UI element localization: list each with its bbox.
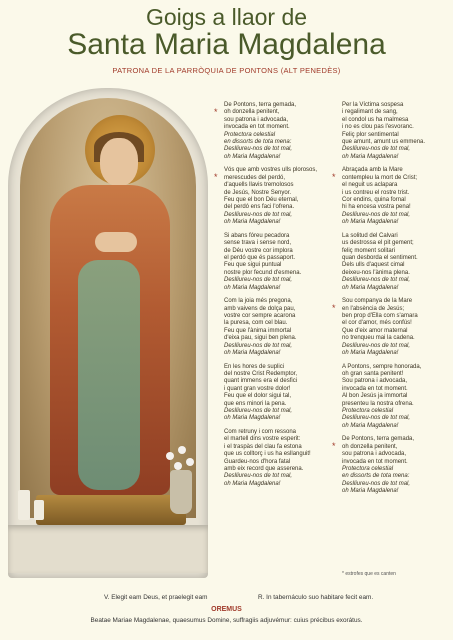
footnote: * estrofes que es canten (342, 571, 396, 577)
verse-line: Que d'eix amor maternal (342, 327, 408, 334)
verse-line: quant immens era el desfici (224, 378, 298, 385)
flower (178, 446, 186, 454)
refrain-line: Deslliureu-nos de tot mal, (342, 277, 411, 284)
statue-hands (95, 232, 137, 252)
refrain-line: oh Maria Magdalena! (224, 480, 281, 487)
verse-line: oh gran santa penitent! (342, 371, 404, 377)
verse-line: oh donzella penitent, (224, 109, 280, 116)
verse-line: i us contreu el rostre trist. (342, 189, 410, 196)
oremus-heading: OREMUS (211, 606, 242, 613)
stanza (224, 298, 297, 357)
star-marker: * (214, 107, 218, 117)
flower (186, 458, 194, 466)
stanza (332, 436, 415, 495)
verse-line: Per la Víctima sospesa (342, 102, 404, 108)
verse-line: invocada en tot moment. (342, 385, 408, 392)
stanza (214, 167, 318, 226)
verse-line: no trenqueu mai la cadena. (342, 335, 415, 342)
verse-line: invocada en tot moment. (224, 124, 290, 131)
verse-line: Sou patrona i advocada, (342, 378, 408, 385)
verse-line: que amunt, amunt us emmena. (342, 139, 426, 146)
stanza (224, 429, 311, 488)
star-marker: * (332, 172, 336, 183)
refrain-line: oh Maria Magdalena! (342, 153, 399, 160)
verse-line: Abraçada amb la Mare (342, 167, 403, 174)
refrain-line: Deslliureu-nos de tot mal, (224, 342, 293, 349)
statue-head (100, 138, 138, 186)
flower (166, 452, 174, 460)
verse-line: de Déu vostre cor implora (224, 247, 293, 254)
verse-line: invocada en tot moment. (342, 458, 408, 465)
verse-line: i no es clou pas l'esvoranc. (342, 124, 414, 131)
verse-line: i quant gran vostre dolor! (224, 385, 291, 392)
refrain-line: Deslliureu-nos de tot mal, (224, 408, 293, 415)
refrain-line: en dissorts de tota mena: (224, 139, 292, 146)
refrain-line: Deslliureu-nos de tot mal, (342, 211, 411, 218)
verse-line: la puresa, com cel blau. (224, 320, 288, 327)
flower (174, 462, 182, 470)
refrain-line: oh Maria Magdalena! (224, 350, 281, 357)
verse-line: el cor d'amor, més confús! (342, 320, 412, 327)
verse-line: De Pontons, terra gemada, (224, 102, 297, 108)
stanza (224, 233, 301, 292)
title-line-2: Santa Maria Magdalena (67, 28, 386, 61)
verse-line: el condol us ha malmesa (342, 116, 409, 123)
refrain-line: Protectora celestial (342, 408, 394, 415)
verse-line: el martell dins vostre esperit: (224, 436, 301, 443)
refrain-line: oh Maria Magdalena! (342, 284, 399, 291)
verse-line: contempleu la mort de Crist; (342, 174, 418, 181)
verse-line: sou patrona i advocada, (224, 116, 289, 123)
refrain-line: Deslliureu-nos de tot mal, (342, 415, 411, 422)
refrain-line: Deslliureu-nos de tot mal, (224, 277, 293, 284)
verse-line: feliç moment solitari (342, 247, 396, 254)
verse-line: el neguit us aclapara (342, 182, 398, 189)
star-marker: * (214, 172, 218, 183)
verse-line: A Pontons, sempre honorada, (342, 363, 422, 370)
stanza (332, 298, 418, 357)
statue-tunic (78, 260, 140, 490)
refrain-line: oh Maria Magdalena! (342, 350, 399, 357)
verse-line: La solitud del Calvari (342, 232, 398, 239)
stanza (332, 167, 418, 226)
verse-line: oh donzella penitent, (342, 443, 398, 450)
title-line-1: Goigs a llaor de (145, 4, 308, 30)
response: R. In tabernáculo suo habitare fecit eam. (258, 594, 374, 601)
verse-line: Sou companya de la Mare (342, 298, 413, 305)
flower-vase (170, 470, 192, 514)
verse-line: Com retruny i com ressona (224, 429, 297, 435)
stanza (214, 102, 297, 161)
verse-line: del perdó ens faci l'ofrena. (224, 204, 295, 211)
verse-line: que us colltorç i us ha esllanguit! (224, 451, 311, 458)
verse-line: el perdó que és passaport. (224, 255, 296, 262)
versicle: V. Elegit eam Deus, et praelegit eam (104, 594, 208, 601)
verse-line: Al bon Jesús ja immortal (342, 393, 408, 400)
verse-line: i el traspàs del clau fa estona (224, 443, 302, 450)
verse-line: merescudes del perdó, (224, 174, 286, 181)
refrain-line: Deslliureu-nos de tot mal, (342, 146, 411, 153)
verse-line: Com la joia més pregona, (224, 298, 293, 305)
verse-line: vostre cor sempre acarona (224, 313, 296, 319)
candle-small (34, 500, 44, 520)
verse-line: d'eixa pau, sigui ben plena. (224, 335, 297, 342)
verse-line: deixeu-nos l'ànima plena. (342, 269, 410, 276)
verse-line: Dels ulls d'aquest cimal (342, 262, 405, 269)
refrain-line: oh Maria Magdalena! (224, 219, 281, 226)
verse-line: ben prop d'Ella com s'amara (342, 313, 418, 319)
refrain-line: Deslliureu-nos de tot mal, (224, 146, 293, 153)
stanza (342, 102, 425, 161)
verse-line: d'aquells llavis tremolosos (224, 182, 294, 189)
refrain-line: oh Maria Magdalena! (342, 219, 399, 226)
stanza (342, 233, 418, 292)
verse-line: Feu que sigui puntual (224, 262, 282, 269)
verse-line: en l'absència de Jesús; (342, 305, 405, 312)
star-marker: * (332, 441, 336, 452)
verse-line: sense trava i sense nord, (224, 240, 292, 247)
verse-line: Feu que el bon Déu eternal, (224, 197, 299, 204)
altar-shelf (8, 525, 208, 573)
refrain-line: oh Maria Magdalena! (342, 422, 399, 429)
refrain-line: en dissorts de tota mena: (342, 473, 410, 480)
verse-line: Feliç plor sentimental (342, 131, 399, 138)
verse-line: de Jesús, Nostre Senyor. (224, 189, 292, 196)
verse-line: del nostre Crist Redemptor, (224, 371, 298, 377)
refrain-line: Protectora celestial (224, 131, 276, 138)
refrain-line: oh Maria Magdalena! (342, 488, 399, 495)
verse-line: amb vaivens de dolça pau, (224, 305, 296, 312)
verse-line: que ens minori la pena. (224, 400, 287, 407)
verse-line: Cor endins, quina fornal (342, 197, 406, 204)
verse-line: hi ha encesa vostra pena! (342, 204, 411, 211)
prayer-text: Beatae Mariae Magdalenae, quaesumus Domine, suffragiis adjuvémur: cuius précibus exorátus. (90, 617, 363, 624)
refrain-line: Deslliureu-nos de tot mal, (224, 211, 293, 218)
verse-line: Si abans fóreu pecadora (224, 232, 290, 239)
refrain-line: oh Maria Magdalena! (224, 153, 281, 160)
statue-pedestal (36, 495, 186, 525)
stanza (224, 364, 297, 423)
verse-line: De Pontons, terra gemada, (342, 436, 415, 443)
verse-line: Feu que el dolor sigui tal, (224, 393, 292, 400)
refrain-line: Deslliureu-nos de tot mal, (342, 342, 411, 349)
verse-line: Feu que l'ànima immortal (224, 327, 292, 334)
verse-line: Vós que amb vostres ulls plorosos, (224, 167, 318, 174)
candle (18, 490, 30, 520)
star-marker: * (332, 303, 336, 314)
stanza (342, 364, 421, 431)
verse-line: us destrossa el pit gement; (342, 240, 414, 247)
verse-line: En les hores de suplici (224, 363, 285, 370)
verse-line: nostre plor fecund d'esmena. (224, 269, 302, 276)
verse-line: amb eix record que asserena. (224, 466, 304, 473)
refrain-line: oh Maria Magdalena! (224, 284, 281, 291)
refrain-line: Deslliureu-nos de tot mal, (224, 473, 293, 480)
verse-line: i regalimant de sang, (342, 109, 398, 116)
refrain-line: oh Maria Magdalena! (224, 415, 281, 422)
subtitle: PATRONA DE LA PARRÒQUIA DE PONTONS (ALT PENEDÈS) (112, 66, 341, 75)
verse-line: Guardeu-nos d'hora fatal (224, 458, 291, 465)
verse-line: presenteu la nostra ofrena. (342, 400, 414, 407)
refrain-line: Deslliureu-nos de tot mal, (342, 480, 411, 487)
refrain-line: Protectora celestial (342, 466, 394, 473)
verse-line: sou patrona i advocada, (342, 451, 407, 458)
verse-line: quan desborda el sentiment. (342, 255, 418, 262)
